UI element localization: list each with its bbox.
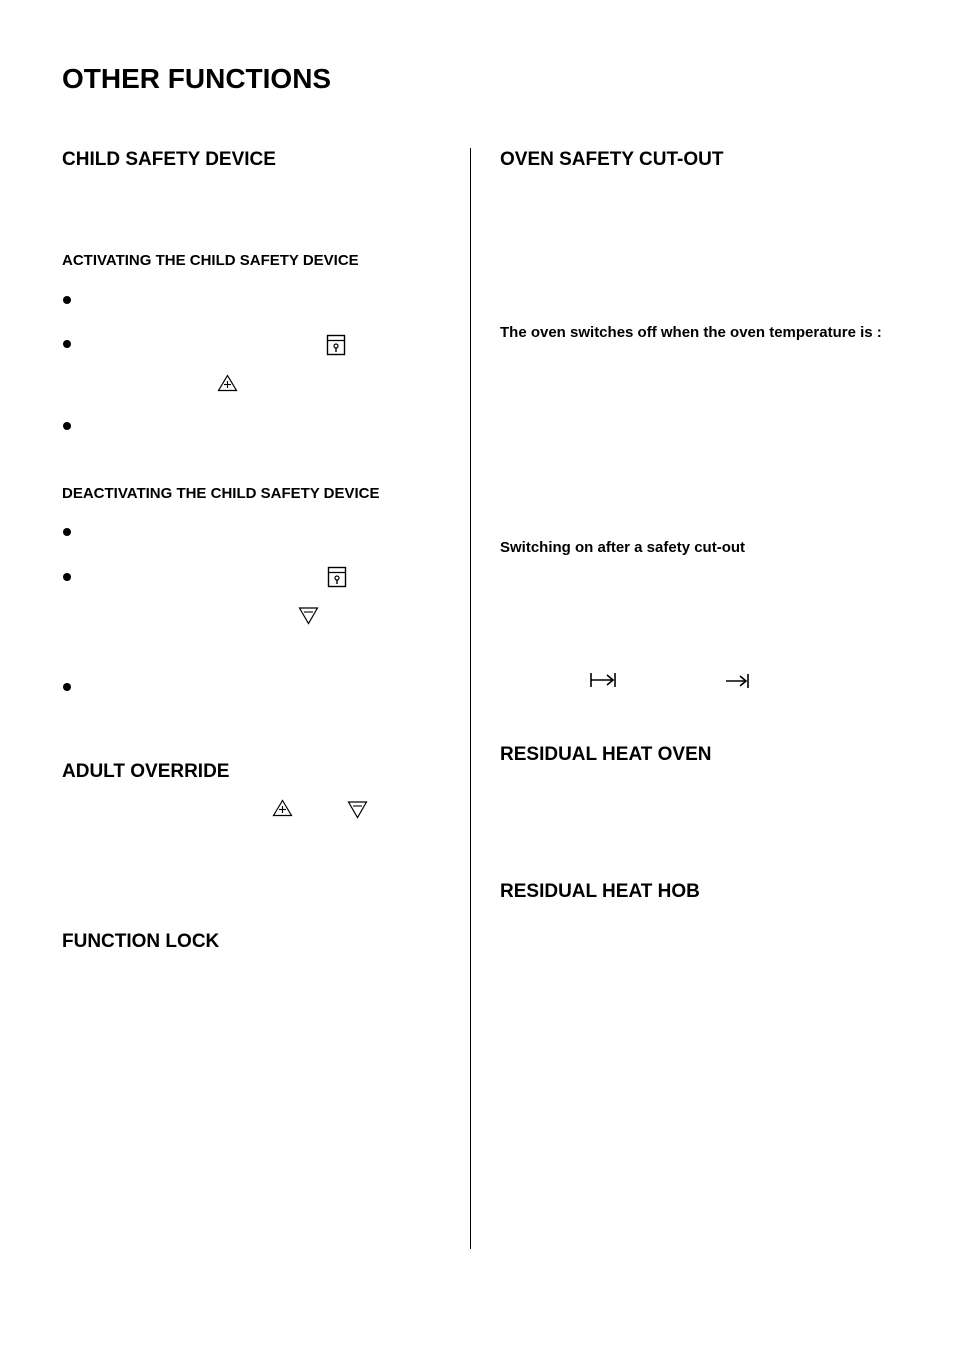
- lock-key-icon: [326, 334, 346, 356]
- bullet: [63, 340, 71, 348]
- bullet: [63, 422, 71, 430]
- page-title: OTHER FUNCTIONS: [62, 63, 332, 94]
- child-safety-heading: CHILD SAFETY DEVICE: [62, 149, 276, 170]
- end-time-icon: [725, 672, 751, 690]
- function-lock-heading: FUNCTION LOCK: [62, 931, 220, 952]
- down-triangle-icon: [298, 606, 319, 625]
- residual-heat-hob-heading: RESIDUAL HEAT HOB: [500, 881, 700, 902]
- bullet: [63, 296, 71, 304]
- activating-heading: ACTIVATING THE CHILD SAFETY DEVICE: [62, 252, 359, 269]
- duration-icon: [589, 671, 617, 689]
- adult-override-heading: ADULT OVERRIDE: [62, 761, 230, 782]
- plus-triangle-icon: [217, 374, 238, 392]
- deactivating-heading: DEACTIVATING THE CHILD SAFETY DEVICE: [62, 485, 380, 502]
- bullet: [63, 573, 71, 581]
- bullet: [63, 528, 71, 536]
- lock-key-icon: [327, 566, 347, 588]
- bullet: [63, 683, 71, 691]
- down-triangle-icon: [347, 800, 368, 819]
- residual-heat-oven-heading: RESIDUAL HEAT OVEN: [500, 744, 712, 765]
- oven-safety-heading: OVEN SAFETY CUT-OUT: [500, 149, 724, 170]
- switch-off-text: The oven switches off when the oven temperature is :: [500, 324, 882, 341]
- column-divider: [470, 148, 471, 1249]
- plus-triangle-icon: [272, 799, 293, 817]
- switching-on-heading: Switching on after a safety cut-out: [500, 539, 746, 556]
